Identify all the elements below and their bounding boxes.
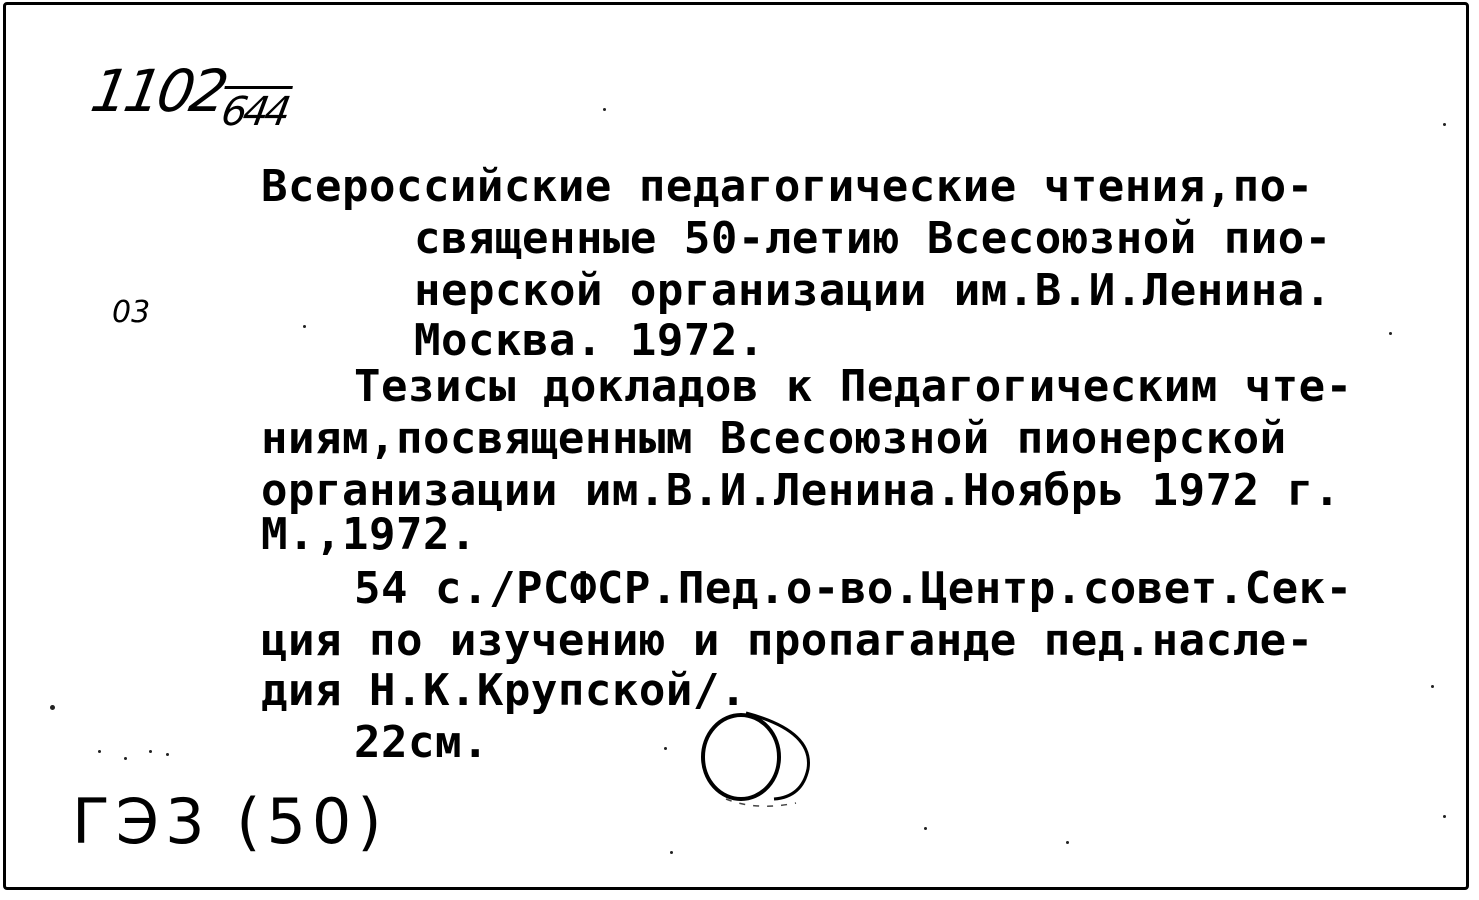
card-line-5: Тезисы докладов к Педагогическим чте-	[354, 361, 1353, 412]
call-number-sub: 644	[216, 86, 293, 135]
card-line-10: ция по изучению и пропаганде пед.насле-	[261, 615, 1314, 666]
card-line-12: 22см.	[354, 717, 489, 768]
speck	[664, 747, 667, 750]
speck	[303, 325, 306, 328]
classification-code: ГЭ3 (50)	[72, 785, 388, 858]
speck	[603, 108, 606, 111]
library-stamp-icon	[696, 711, 836, 821]
catalog-card	[3, 2, 1469, 890]
speck	[1443, 815, 1446, 818]
speck	[670, 851, 673, 854]
speck	[1389, 332, 1392, 335]
speck	[50, 705, 55, 710]
speck	[1066, 841, 1069, 844]
speck	[1443, 123, 1446, 126]
margin-code: 03	[112, 295, 151, 330]
speck	[149, 750, 152, 753]
speck	[124, 757, 127, 760]
speck	[166, 753, 169, 756]
card-line-7: организации им.В.И.Ленина.Ноябрь 1972 г.	[261, 465, 1341, 516]
card-line-2: священные 50-летию Всесоюзной пио-	[414, 213, 1332, 264]
card-line-4: Москва. 1972.	[414, 315, 765, 366]
card-line-1: Всероссийские педагогические чтения,по-	[261, 161, 1314, 212]
call-number-main: 1102	[86, 57, 230, 125]
speck	[1431, 685, 1434, 688]
card-line-3: нерской организации им.В.И.Ленина.	[414, 265, 1332, 316]
card-line-8: М.,1972.	[261, 509, 477, 560]
card-line-11: дия Н.К.Крупской/.	[261, 665, 747, 716]
call-number	[86, 57, 298, 135]
speck	[924, 827, 927, 830]
speck	[98, 750, 101, 753]
card-line-9: 54 с./РСФСР.Пед.о-во.Центр.совет.Сек-	[354, 563, 1353, 614]
card-line-6: ниям,посвященным Всесоюзной пионерской	[261, 413, 1287, 464]
